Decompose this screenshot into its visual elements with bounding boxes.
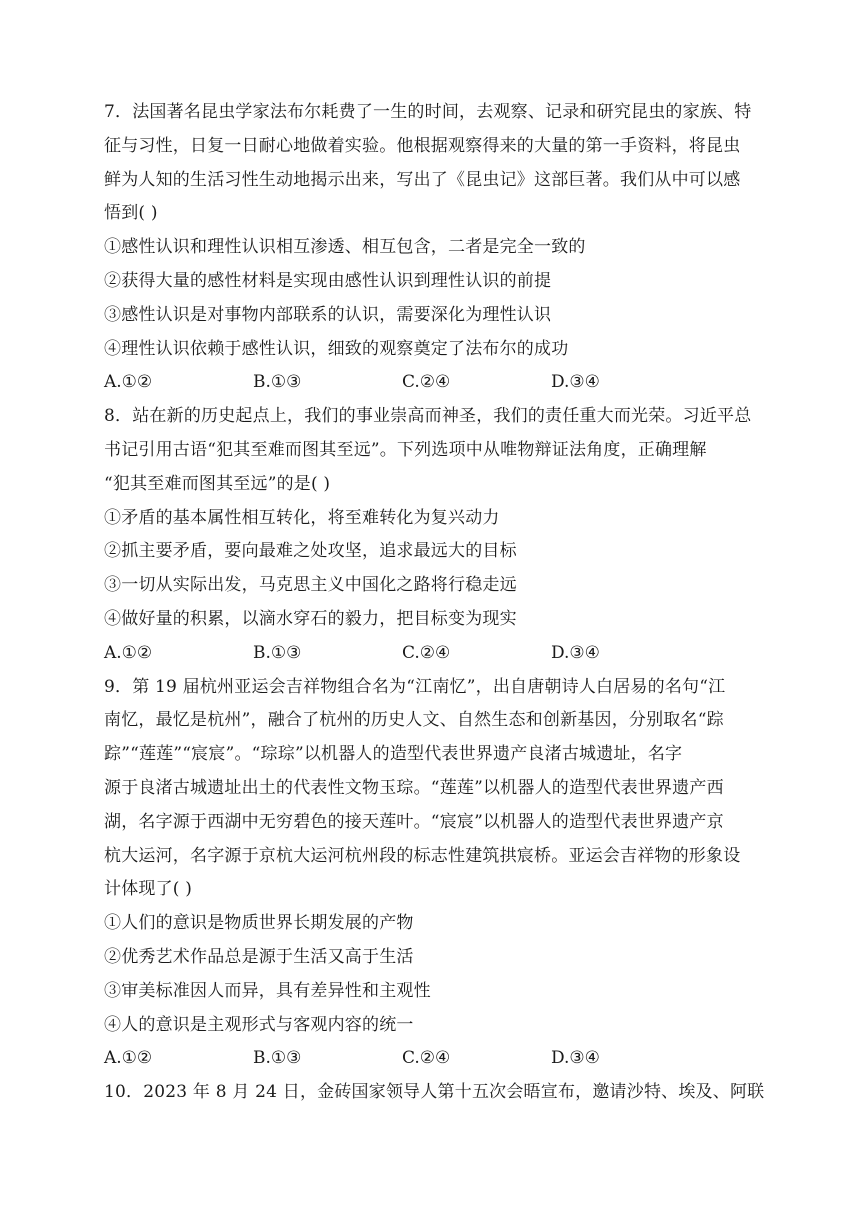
question-stem-line: 计体现了( ) [104,879,193,900]
question-8 [104,400,760,670]
question-10 [104,1076,765,1110]
question-stem-line: 9．第 19 届杭州亚运会吉祥物组合名为“江南忆”，出自唐朝诗人白居易的名句“江 [104,676,726,697]
question-stem-line: 踪”“莲莲”“宸宸”。“琮琮”以机器人的造型代表世界遗产良渚古城遗址，名字 [104,744,683,765]
option-b: B.①③ [253,1048,302,1069]
question-stem-line: 10．2023 年 8 月 24 日，金砖国家领导人第十五次会晤宣布，邀请沙特、埃及、阿联 [104,1082,765,1103]
statement-4: ④做好量的积累，以滴水穿石的毅力，把目标变为现实 [104,608,517,629]
answer-options [104,1042,760,1076]
option-c: C.②④ [402,372,451,393]
question-stem-line: 征与习性，日复一日耐心地做着实验。他根据观察得来的大量的第一手资料，将昆虫 [104,135,741,156]
statement-1: ①人们的意识是物质世界长期发展的产物 [104,913,414,934]
option-d: D.③④ [551,642,600,663]
question-9 [104,671,760,1077]
statement-4: ④理性认识依赖于感性认识，细致的观察奠定了法布尔的成功 [104,338,569,359]
statement-1: ①感性认识和理性认识相互渗透、相互包含，二者是完全一致的 [104,237,586,258]
answer-options [104,637,760,671]
statement-2: ②优秀艺术作品总是源于生活又高于生活 [104,946,414,967]
option-a: A.①② [104,1048,153,1069]
question-7 [104,96,760,400]
option-b: B.①③ [253,372,302,393]
statement-2: ②获得大量的感性材料是实现由感性认识到理性认识的前提 [104,270,552,291]
statement-3: ③一切从实际出发，马克思主义中国化之路将行稳走远 [104,575,517,596]
question-stem-line: 源于良渚古城遗址出土的代表性文物玉琮。“莲莲”以机器人的造型代表世界遗产西 [104,777,724,798]
question-stem-line: 8．站在新的历史起点上，我们的事业崇高而神圣，我们的责任重大而光荣。习近平总 [104,406,752,427]
option-c: C.②④ [402,1048,451,1069]
answer-options [104,366,760,400]
question-stem-line: 鲜为人知的生活习性生动地揭示出来，写出了《昆虫记》这部巨著。我们从中可以感 [104,169,741,190]
statement-4: ④人的意识是主观形式与客观内容的统一 [104,1014,414,1035]
statement-1: ①矛盾的基本属性相互转化，将至难转化为复兴动力 [104,507,500,528]
option-b: B.①③ [253,642,302,663]
question-stem-line: 湖，名字源于西湖中无穷碧色的接天莲叶。“宸宸”以机器人的造型代表世界遗产京 [104,811,724,832]
option-d: D.③④ [551,372,600,393]
question-stem-line: 书记引用古语“犯其至难而图其至远”。下列选项中从唯物辩证法角度，正确理解 [104,439,707,460]
statement-2: ②抓主要矛盾，要向最难之处攻坚，追求最远大的目标 [104,541,517,562]
option-a: A.①② [104,642,153,663]
question-stem-line: “犯其至难而图其至远”的是( ) [104,473,331,494]
statement-3: ③审美标准因人而异，具有差异性和主观性 [104,980,431,1001]
option-d: D.③④ [551,1048,600,1069]
question-stem-line: 杭大运河，名字源于京杭大运河杭州段的标志性建筑拱宸桥。亚运会吉祥物的形象设 [104,845,741,866]
statement-3: ③感性认识是对事物内部联系的认识，需要深化为理性认识 [104,304,552,325]
question-stem-line: 南忆，最忆是杭州”，融合了杭州的历史人文、自然生态和创新基因，分别取名“踪 [104,710,724,731]
option-a: A.①② [104,372,153,393]
question-stem-line: 悟到( ) [104,203,158,224]
exam-page [104,96,765,1110]
question-stem-line: 7．法国著名昆虫学家法布尔耗费了一生的时间，去观察、记录和研究昆虫的家族、特 [104,102,752,122]
option-c: C.②④ [402,642,451,663]
